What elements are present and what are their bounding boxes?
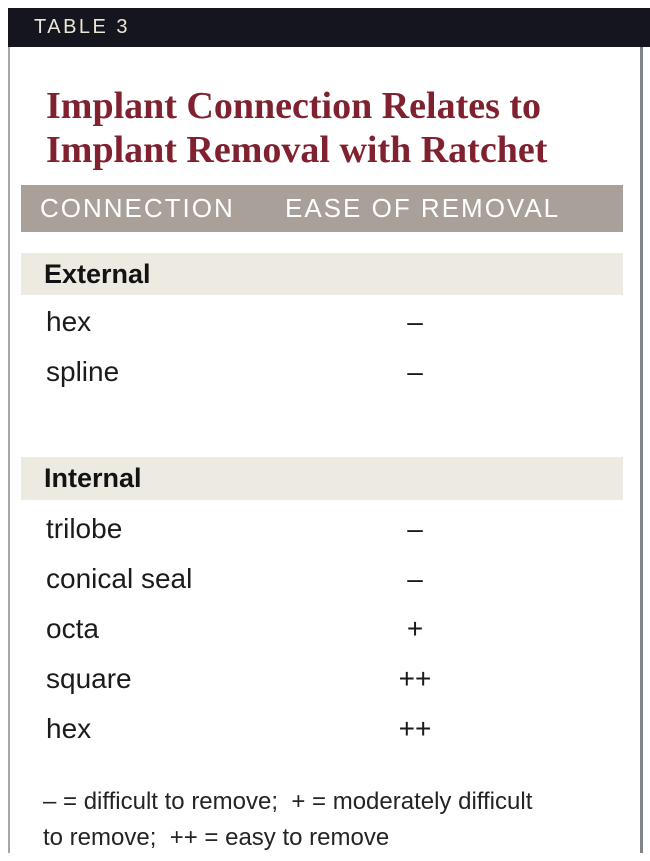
section-header-internal	[21, 457, 623, 500]
section-label: Internal	[44, 463, 142, 493]
connection-cell: square	[46, 663, 132, 694]
table-row	[10, 297, 640, 347]
table-title	[46, 84, 624, 172]
table-tag-bar	[8, 8, 650, 47]
table-content-box	[8, 47, 643, 853]
table-row	[10, 604, 640, 654]
ease-cell: –	[407, 356, 423, 387]
table-title-line-2: Implant Removal with Ratchet	[46, 129, 548, 171]
table-tag-label: TABLE 3	[34, 16, 131, 38]
table-row	[10, 347, 640, 397]
connection-cell: hex	[46, 306, 92, 337]
connection-cell: conical seal	[46, 563, 193, 594]
connection-cell: hex	[46, 713, 92, 744]
table-row	[10, 704, 640, 754]
table-title-line-1: Implant Connection Relates to	[46, 85, 542, 127]
table-row	[10, 654, 640, 704]
footnote-line-2: to remove; ++ = easy to remove	[43, 824, 390, 851]
internal-rows	[10, 504, 640, 754]
footnote-line-1: – = difficult to remove; + = moderately difficult	[43, 788, 533, 815]
external-rows	[10, 297, 640, 397]
ease-cell: ++	[398, 713, 432, 744]
section-label: External	[44, 258, 151, 289]
section-header-external	[21, 253, 623, 295]
table-row	[10, 504, 640, 554]
ease-cell: –	[407, 513, 423, 544]
ease-cell: –	[407, 563, 423, 594]
connection-cell: trilobe	[46, 513, 123, 544]
table-figure	[0, 8, 650, 861]
ease-cell: +	[406, 613, 424, 644]
ease-cell: –	[407, 306, 423, 337]
column-header-row	[21, 185, 623, 232]
connection-cell: spline	[46, 356, 120, 387]
ease-cell: ++	[398, 663, 432, 694]
table-row	[10, 554, 640, 604]
column-header-ease-of-removal: EASE OF REMOVAL	[285, 193, 561, 223]
connection-cell: octa	[46, 613, 99, 644]
table-footnote	[43, 784, 624, 853]
column-header-connection: CONNECTION	[40, 193, 235, 223]
